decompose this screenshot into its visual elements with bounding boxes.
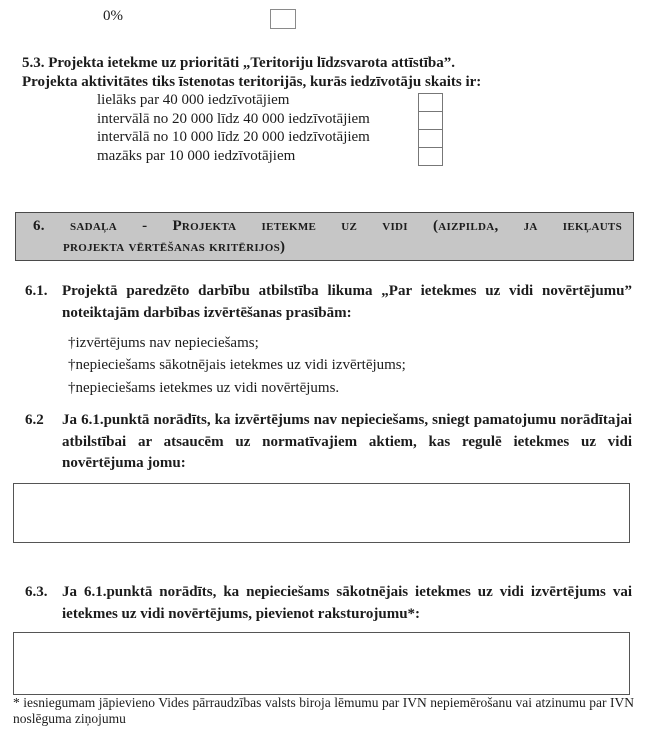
section-5-3-checkbox-column — [418, 93, 443, 166]
percent-checkbox[interactable] — [270, 9, 296, 29]
section-6-header-line1: 6. sadaļa - Projekta ietekme uz vidi (aizpilda, ja iekļauts — [33, 218, 622, 234]
item-6-2-text: Ja 6.1.punktā norādīts, ka izvērtējums nav nepieciešams, sniegt pamatojumu norādītajai atbilstībai ar atsaucēm uz normatīvajiem aktiem, kas regulē ietekmes uz vidi novērtējuma jomu: — [62, 412, 632, 471]
item-6-1-options — [68, 332, 488, 399]
item-6-1 — [25, 281, 632, 324]
item-6-1-text: Projektā paredzēto darbību atbilstība likuma „Par ietekmes uz vidi novērtējumu” noteiktajām darbības izvērtēšanas prasībām: — [62, 283, 632, 321]
population-option-label: lielāks par 40 000 iedzīvotājiem — [97, 92, 290, 108]
dagger-marker-icon: † — [68, 357, 76, 374]
population-option-label: mazāks par 10 000 iedzīvotājiem — [97, 148, 296, 165]
answer-box-6-2[interactable] — [13, 483, 630, 543]
item-6-3-text: Ja 6.1.punktā norādīts, ka nepieciešams sākotnējais ietekmes uz vidi izvērtējums vai ietekmes uz vidi novērtējums, pievienot raksturojumu*: — [62, 584, 632, 622]
assessment-option-label: nepieciešams sākotnējais ietekmes uz vidi izvērtējums; — [75, 357, 406, 374]
item-6-1-number: 6.1. — [25, 283, 48, 299]
percent-value: 0% — [103, 8, 123, 24]
section-5-3-title: 5.3. Projekta ietekme uz prioritāti „Teritoriju līdzsvarota attīstība”. — [22, 55, 455, 71]
population-option-checkbox[interactable] — [418, 129, 443, 148]
item-6-2-number: 6.2 — [25, 412, 44, 428]
item-6-3 — [25, 582, 632, 625]
population-option-label: intervālā no 20 000 līdz 40 000 iedzīvotājiem — [97, 110, 370, 127]
dagger-marker-icon: † — [68, 379, 76, 396]
assessment-option — [68, 377, 488, 399]
answer-box-6-3[interactable] — [13, 632, 630, 695]
item-6-2 — [25, 410, 632, 475]
population-option-checkbox[interactable] — [418, 147, 443, 166]
assessment-option-label: izvērtējums nav nepieciešams; — [75, 335, 259, 351]
assessment-option — [68, 332, 488, 354]
section-5-3-heading — [22, 54, 628, 92]
section-6-header-line2: projekta vērtēšanas kritērijos) — [63, 239, 286, 255]
dagger-marker-icon: † — [68, 335, 76, 351]
section-5-3-options — [97, 91, 407, 166]
population-option-checkbox[interactable] — [418, 111, 443, 130]
item-6-3-number: 6.3. — [25, 584, 48, 600]
footnote: * iesniegumam jāpievieno Vides pārraudzības valsts biroja lēmumu par IVN nepiemērošanu vai atzinumu par IVN noslēguma ziņojumu — [13, 695, 634, 726]
section-5-3-subtitle: Projekta aktivitātes tiks īstenotas teritorijās, kurās iedzīvotāju skaits ir: — [22, 74, 482, 90]
section-6-header — [15, 212, 634, 261]
population-option-checkbox[interactable] — [418, 93, 443, 112]
assessment-option-label: nepieciešams ietekmes uz vidi novērtējums. — [75, 379, 340, 396]
assessment-option — [68, 354, 488, 376]
population-option-label: intervālā no 10 000 līdz 20 000 iedzīvotājiem — [97, 129, 370, 146]
